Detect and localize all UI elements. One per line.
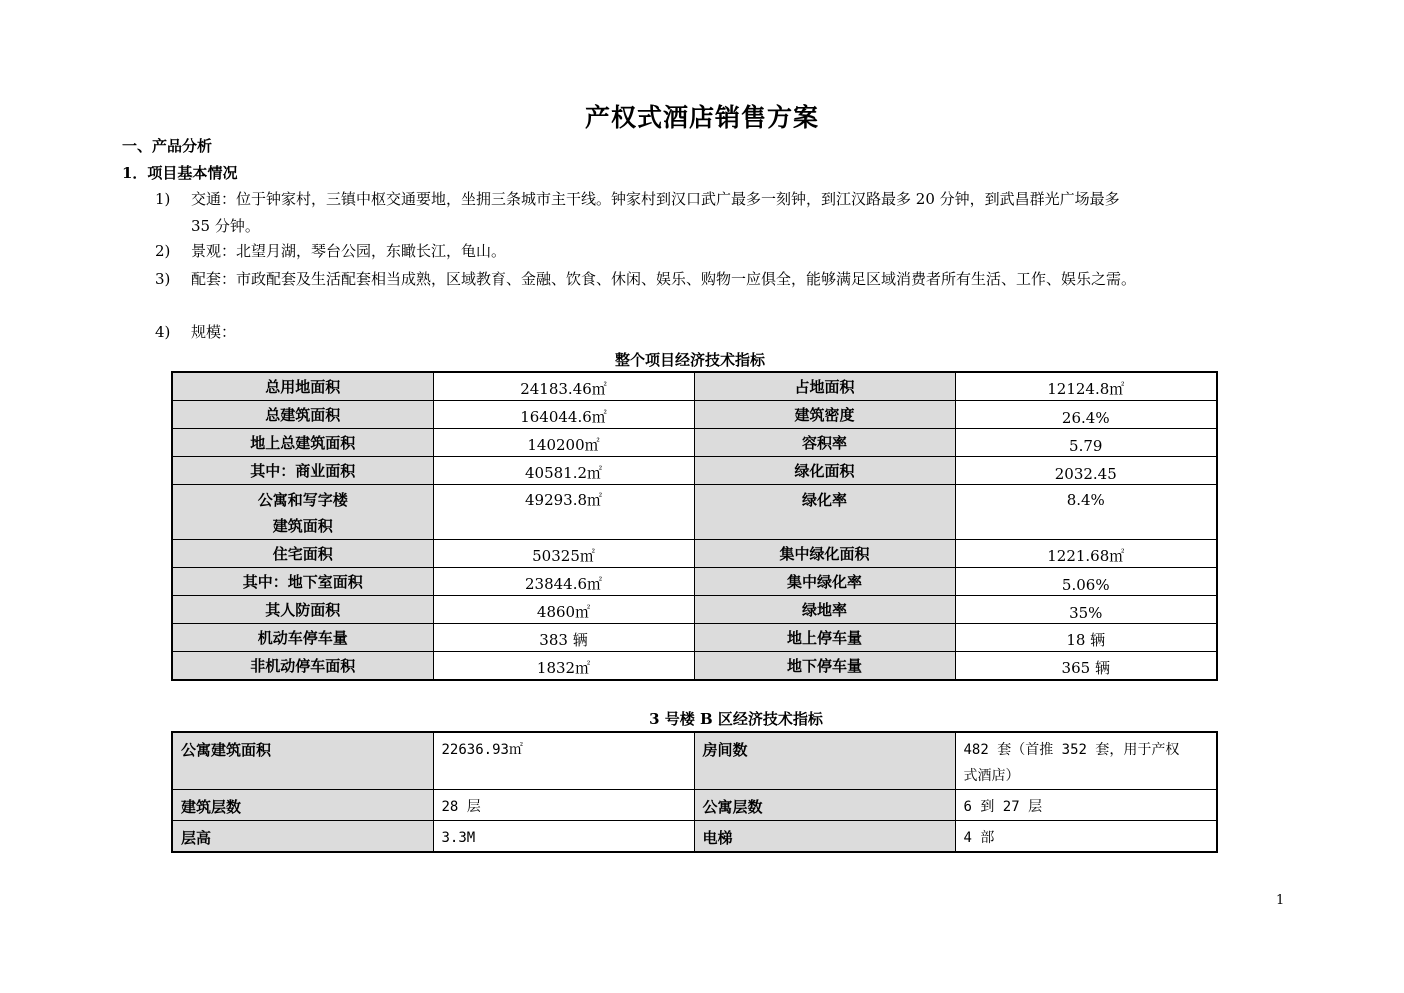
table-label-cell: 绿地率 <box>694 596 955 624</box>
list-text-continued: 35 分钟。 <box>191 217 260 235</box>
list-item-scale <box>155 322 455 344</box>
page-title: 产权式酒店销售方案 <box>584 103 819 132</box>
table-label-cell: 机动车停车量 <box>172 624 433 652</box>
table-label-cell: 公寓层数 <box>694 790 955 821</box>
table-value-cell: 24183.46㎡ <box>433 372 694 401</box>
list-item-facilities <box>155 269 1305 291</box>
label-line: 建筑面积 <box>272 517 333 535</box>
table-label-cell: 住宅面积 <box>172 540 433 568</box>
table-label-cell: 总建筑面积 <box>172 401 433 429</box>
table-value-cell: 2032.45 <box>955 457 1217 485</box>
list-number: 4) <box>155 323 171 341</box>
list-text: 规模： <box>191 323 237 341</box>
table-row <box>172 790 1217 821</box>
building-b-indicators-table <box>171 731 1218 853</box>
table-value-cell: 23844.6㎡ <box>433 568 694 596</box>
table-row <box>172 596 1217 624</box>
table-label-cell: 其人防面积 <box>172 596 433 624</box>
table-value-cell: 5.79 <box>955 429 1217 457</box>
table-value-cell: 383 辆 <box>433 624 694 652</box>
table-value-cell: 4 部 <box>955 821 1217 853</box>
table-label-cell: 容积率 <box>694 429 955 457</box>
table-label-cell: 电梯 <box>694 821 955 853</box>
table-label-cell: 绿化率 <box>694 485 955 540</box>
project-indicators-table <box>171 371 1218 681</box>
table-value-cell: 4860㎡ <box>433 596 694 624</box>
value-line: 482 套（首推 352 套，用于产权 <box>963 742 1180 758</box>
table-value-cell: 140200㎡ <box>433 429 694 457</box>
page-number: 1 <box>1276 893 1285 908</box>
table-row <box>172 652 1217 681</box>
table-value-cell: 1832㎡ <box>433 652 694 681</box>
table-label-cell: 总用地面积 <box>172 372 433 401</box>
list-number: 3) <box>155 270 171 288</box>
table-row <box>172 485 1217 540</box>
table-row <box>172 540 1217 568</box>
table-label-cell: 地下停车量 <box>694 652 955 681</box>
value-line: 式酒店） <box>963 768 1020 784</box>
table-value-cell: 40581.2㎡ <box>433 457 694 485</box>
table-row <box>172 429 1217 457</box>
list-number: 1) <box>155 190 171 208</box>
table-value-cell: 3.3M <box>433 821 694 853</box>
list-number: 2) <box>155 242 171 260</box>
table-label-cell: 建筑层数 <box>172 790 433 821</box>
table-value-cell: 8.4% <box>955 485 1217 540</box>
table-label-cell: 公寓建筑面积 <box>172 732 433 790</box>
table-label-cell: 集中绿化面积 <box>694 540 955 568</box>
table-value-cell: 5.06% <box>955 568 1217 596</box>
table-row <box>172 568 1217 596</box>
table-label-cell: 非机动停车面积 <box>172 652 433 681</box>
table-value-cell: 6 到 27 层 <box>955 790 1217 821</box>
table-value-cell: 18 辆 <box>955 624 1217 652</box>
list-text: 景观：北望月湖，琴台公园，东瞰长江，龟山。 <box>191 242 507 260</box>
list-text: 配套：市政配套及生活配套相当成熟，区域教育、金融、饮食、休闲、娱乐、购物一应俱全，能够满足区域消费者所有生活、工作、娱乐之需。 <box>191 270 1137 288</box>
table-value-cell: 49293.8㎡ <box>433 485 694 540</box>
list-item-traffic <box>155 189 1305 237</box>
table-label-cell: 集中绿化率 <box>694 568 955 596</box>
table-label-cell <box>172 485 433 540</box>
table-row <box>172 624 1217 652</box>
list-item-scenery <box>155 241 1305 263</box>
table-value-cell: 1221.68㎡ <box>955 540 1217 568</box>
table-value-cell: 50325㎡ <box>433 540 694 568</box>
table-label-cell: 房间数 <box>694 732 955 790</box>
table-label-cell: 其中：地下室面积 <box>172 568 433 596</box>
table-value-cell: 28 层 <box>433 790 694 821</box>
table-label-cell: 占地面积 <box>694 372 955 401</box>
table-value-cell: 365 辆 <box>955 652 1217 681</box>
table-value-cell: 22636.93㎡ <box>433 732 694 790</box>
table-value-cell: 35% <box>955 596 1217 624</box>
table-label-cell: 地上总建筑面积 <box>172 429 433 457</box>
table-caption: 整个项目经济技术指标 <box>614 351 765 369</box>
table-label-cell: 建筑密度 <box>694 401 955 429</box>
table-value-cell: 164044.6㎡ <box>433 401 694 429</box>
table-value-cell: 26.4% <box>955 401 1217 429</box>
table-row <box>172 457 1217 485</box>
table-label-cell: 层高 <box>172 821 433 853</box>
list-text: 交通：位于钟家村，三镇中枢交通要地，坐拥三条城市主干线。钟家村到汉口武广最多一刻钟，到江汉路最多 20 分钟，到武昌群光广场最多 <box>191 190 1120 208</box>
section-heading: 一、产品分析 <box>122 137 213 155</box>
table-value-cell <box>955 732 1217 790</box>
table-value-cell: 12124.8㎡ <box>955 372 1217 401</box>
table-row <box>172 372 1217 401</box>
table-label-cell: 其中：商业面积 <box>172 457 433 485</box>
table-caption: 3 号楼 B 区经济技术指标 <box>649 710 823 728</box>
subsection-heading: 1．项目基本情况 <box>122 164 238 182</box>
label-line: 公寓和写字楼 <box>257 491 348 509</box>
table-row <box>172 821 1217 853</box>
table-row <box>172 732 1217 790</box>
table-label-cell: 地上停车量 <box>694 624 955 652</box>
table-label-cell: 绿化面积 <box>694 457 955 485</box>
table-row <box>172 401 1217 429</box>
